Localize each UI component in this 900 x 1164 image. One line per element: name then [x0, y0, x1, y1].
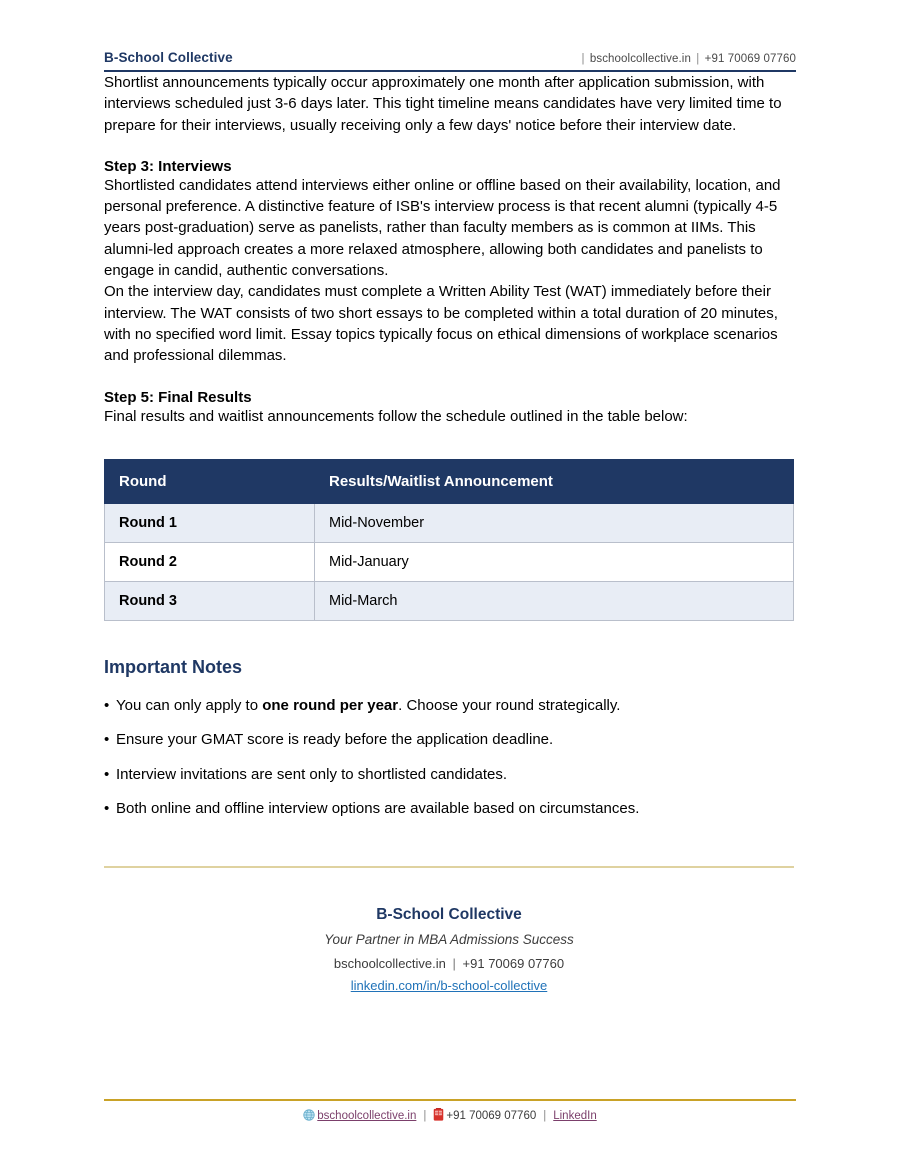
step-5-paragraph: Final results and waitlist announcements follow the schedule outlined in the table below: [104, 407, 688, 425]
step-3-paragraph-2: On the interview day, candidates must complete a Written Ability Test (WAT) immediately before their interview. The WAT consists of two short essays to be completed within a total duration of 20 minutes, with no specified word limit. Essay topics typically focus on ethical dimensions of workplace scenarios and professional dilemmas. [104, 283, 778, 365]
header-contact [579, 53, 796, 65]
table-cell-announcement: Mid-November [315, 503, 794, 542]
table-cell-announcement: Mid-January [315, 542, 794, 581]
note-text: Both online and offline interview options are available based on circumstances. [116, 800, 640, 818]
signature-linkedin-line [104, 978, 794, 993]
table-header-round: Round [105, 459, 315, 503]
table-cell-announcement: Mid-March [315, 581, 794, 620]
signature-name: B-School Collective [376, 905, 522, 923]
header-brand: B-School Collective [104, 50, 233, 65]
signature-phone: +91 70069 07760 [462, 955, 565, 971]
table-row [105, 503, 794, 542]
important-notes-heading: Important Notes [104, 656, 243, 677]
step-5-heading: Step 5: Final Results [104, 388, 252, 406]
telephone-icon [433, 1108, 444, 1121]
footer-linkedin-link[interactable]: LinkedIn [553, 1110, 597, 1122]
list-item [104, 696, 796, 716]
header-phone: +91 70069 07760 [704, 53, 796, 65]
signature-block [104, 906, 794, 993]
table-row [105, 542, 794, 581]
list-item [104, 765, 796, 785]
list-item [104, 799, 796, 819]
signature-divider [104, 866, 794, 868]
rounds-results-table [104, 459, 794, 621]
globe-icon [303, 1109, 315, 1121]
footer-phone: +91 70069 07760 [446, 1110, 537, 1122]
note-emphasis: one round per year [262, 696, 399, 714]
note-text: You can only apply to [116, 696, 263, 714]
table-header-row [105, 459, 794, 503]
header-separator-1: | [581, 53, 585, 65]
signature-linkedin-link[interactable]: linkedin.com/in/b-school-collective [350, 977, 548, 993]
step-3-heading: Step 3: Interviews [104, 157, 232, 175]
signature-contact [104, 956, 794, 971]
intro-paragraph: Shortlist announcements typically occur approximately one month after application submission, with interviews scheduled just 3-6 days later. This tight timeline means candidates have very limited time to prepare for their interviews, usually receiving only a few days' notice before their interview date. [104, 74, 782, 134]
signature-tagline: Your Partner in MBA Admissions Success [324, 931, 574, 947]
table-cell-round: Round 3 [105, 581, 315, 620]
signature-separator: | [452, 955, 456, 971]
note-text: Ensure your GMAT score is ready before the application deadline. [116, 731, 554, 749]
table-row [105, 581, 794, 620]
list-item [104, 730, 796, 750]
note-text-tail: . Choose your round strategically. [398, 696, 621, 714]
note-text: Interview invitations are sent only to shortlisted candidates. [116, 765, 508, 783]
header-website: bschoolcollective.in [589, 53, 691, 65]
table-header-announcement: Results/Waitlist Announcement [315, 459, 794, 503]
header-separator-2: | [696, 53, 700, 65]
document-header [104, 0, 796, 72]
signature-website: bschoolcollective.in [333, 955, 446, 971]
footer-separator-1: | [423, 1110, 427, 1122]
step-3-paragraph-1: Shortlisted candidates attend interviews either online or offline based on their availability, location, and personal preference. A distinctive feature of ISB's interview process is that recent alumni (typically 4-5 years post-graduation) serve as panelists, rather than faculty members as is common at IIMs. This alumni-led approach creates a more relaxed atmosphere, allowing both candidates and panelists to engage in candid, authentic conversations. [104, 176, 781, 280]
footer-separator-2: | [543, 1110, 547, 1122]
table-cell-round: Round 2 [105, 542, 315, 581]
document-footer [104, 1099, 796, 1122]
important-notes-list [104, 696, 796, 819]
table-cell-round: Round 1 [105, 503, 315, 542]
footer-website-link[interactable]: bschoolcollective.in [317, 1110, 417, 1122]
